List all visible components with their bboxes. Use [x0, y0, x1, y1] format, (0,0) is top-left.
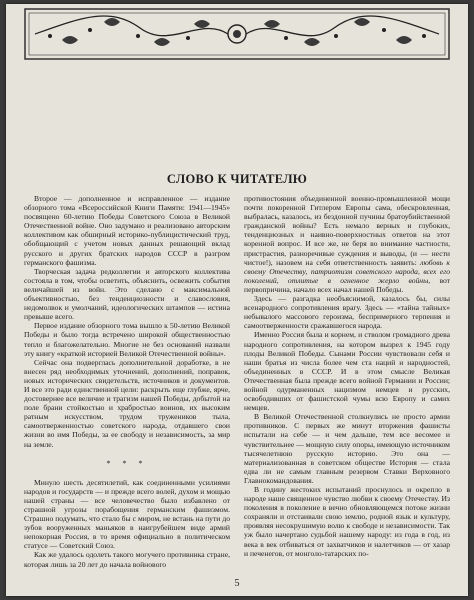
- paragraph: В годину жестоких испытаний проснулось и окрепло в народе наше священное чувство любви к своему Отечеству. Из поколения в поколение в вечно обновляющемся потоке жизни сохраняли и отстаивали свою землю, родной язык и культуру, проявляя несокрушимую волю к свободе и независимости. Так уж было начертано судьбой нашему народу: из года в год, из века в век отбиваться от захватчиков и налетчиков — от хазар и печенегов, от монголо-татарских по-: [244, 485, 450, 558]
- page-number: 5: [234, 578, 240, 589]
- paragraph: Минуло шесть десятилетий, как соединенными усилиями народов и государств — и прежде всего волей, духом и мощью нашей страны — все человечество было избавлено от страшной угрозы порабощения германским фашизмом. Страшно подумать, что стало бы с миром, не встань на пути до зубов вооруженных маньяков в наигрубейшем виде армий непокорная Россия, в то время официально в политическом статусе — Советский Союз.: [24, 477, 230, 551]
- paragraph-text: противостояния объединенной военно-промышленной мощи почти покоренной Гитлером Европы сама, обескровленная, выбралась, казалось, из бездонной пучины братоубийственной гражданской войны? Есть немало верных и глубоких, тенденциозных и наивно-поверхностных ответов на этот коренной вопрос. И все же, не беря во внимание частности, пристрастия, разноречивые суждения и выводы, (и — нести чистое!), назовем на себя ответственность заявить:: [244, 194, 450, 267]
- emphasized-text: любовь к своему Отечеству, патриотизм советского народа, всех его поколений, отлитые в огненное жерло войны,: [244, 257, 450, 285]
- text-column-right: [244, 194, 450, 558]
- paragraph: Сейчас она подверглась дополнительной доработке, в не внесен ряд необходимых уточнений, дополнений, поправок, новых исторических свидетельств, источников и документов. И все это ради единственной цели: раскрыть еще глубже, ярче, достовернее все величие и трагизм нашей Победы, добытой на поле брани стойкостью и храбростью воинов, их высоким ратным искусством, трудом тружеников тыла, самоотверженностью советского народа, отдавшего свои жизни во имя Победы, за ее свободу и независимость, за мир на земле.: [24, 357, 230, 449]
- floral-ornament-header: [24, 8, 450, 60]
- paragraph: Именно Россия была и корнем, и стволом громадного древа народного сопротивления, на котором вызрел к 1945 году плоды Великой Победы. Сынами России чувствовали себя и наши братья из числа более чем ста наций и народностей, объединенных в СССР. И в этом смысле Великая Отечественная была прежде всего войной Германии и России; войной одурманенных нацизмом немцев и русских, освободивших от фашистской чумы всю Европу и самих немцев.: [244, 330, 450, 413]
- paragraph: Здесь — разгадка необъяснимой, казалось бы, силы всенародного сопротивления врагу. Здесь — «тайна тайных» небывалого массового героизма, беспримерного терпения и самоотверженности сражавшегося народа.: [244, 294, 450, 331]
- paragraph: Творческая задача редколлегии и авторского коллектива состояла в том, чтобы осветить, объяснить, освежить события величайшей из войн. Это сделано с максимальной объективностью, без тенденциозности и славословия, недомолвок и умолчаний, идеологических штампов — истина превыше всего.: [24, 266, 230, 322]
- chapter-title: СЛОВО К ЧИТАТЕЛЮ: [166, 172, 308, 186]
- paragraph: Как же удалось одолеть такого могучего противника стране, которая лишь за 20 лет до начала войнового: [24, 550, 230, 569]
- text-column-left: [24, 194, 230, 569]
- paragraph: Второе — дополненное и исправленное — издание обзорного тома «Всероссийской Книги Памяти: 1941—1945» посвящено 60-летию Победы Советского Союза в Великой Отечественной войне. Оно задумано и реализовано авторским коллективом как обширный историко-публицистический труд, обобщающий с учетом новых данных решающий вклад русского и других братских народов СССР в разгром германского фашизма.: [24, 194, 230, 267]
- book-page: [6, 4, 468, 596]
- paragraph: В Великой Отечественной столкнулись не просто армии противников. С первых же минут вторжения фашисты испытали на себе — и чем дальше, тем все весомее и чувствительнее — мощную силу опоры, имеющую источником тысячелетнюю русскую историю. Это она — материализованная в советском обществе История — стала едва ли не самым главным резервом Ставки Верховного Главнокомандования.: [244, 412, 450, 485]
- paragraph: [244, 194, 450, 294]
- paragraph: Первое издание обзорного тома вышло к 50-летию Великой Победы и было тогда встречено широкой общественностью тепло и благожелательно. Многие не без оснований назвали эту книгу «краткой историей Великой Отечественной войны».: [24, 321, 230, 358]
- section-separator: * * *: [106, 458, 148, 468]
- paragraph-text: вот первопричина, начало всех начал нашей Победы.: [244, 275, 450, 294]
